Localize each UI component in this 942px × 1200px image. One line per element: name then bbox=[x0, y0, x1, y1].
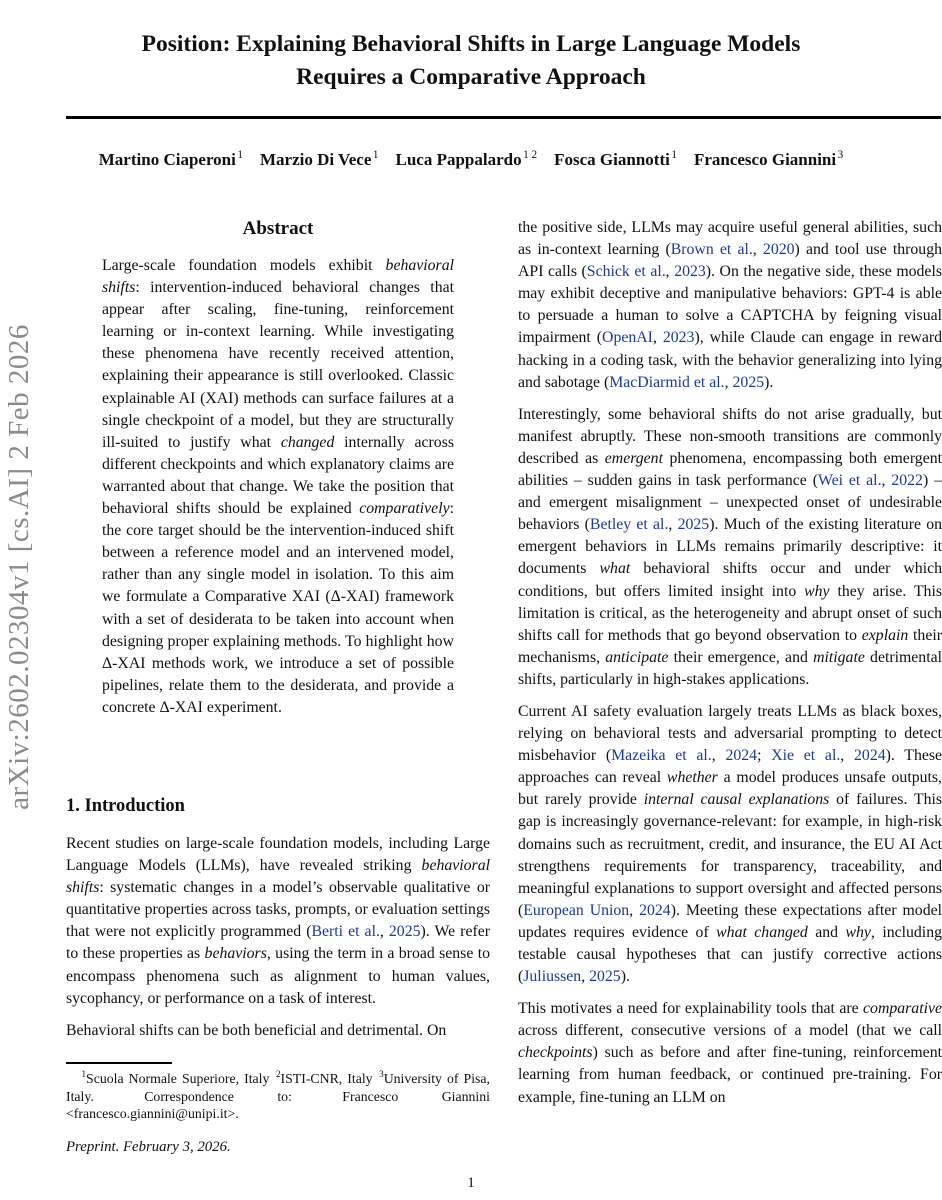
citation-link[interactable]: 2025 bbox=[589, 968, 621, 986]
footnote-marker: 1 bbox=[671, 149, 677, 162]
abstract-paragraph bbox=[102, 255, 454, 719]
text-run: This motivates a need for explainability tools that are bbox=[518, 1000, 864, 1018]
paragraph bbox=[518, 998, 942, 1108]
text-run: their mechanisms, bbox=[518, 626, 942, 666]
preprint-note: Preprint. February 3, 2026. bbox=[66, 1139, 231, 1155]
text-run: ). We refer to these properties as bbox=[66, 923, 490, 963]
right-column-body bbox=[518, 217, 942, 1119]
text-run: detrimental shifts, particularly in high-stakes applications. bbox=[518, 648, 942, 688]
text-run: Behavioral shifts can be both beneficial and detrimental. On bbox=[66, 1021, 447, 1039]
text-run: , bbox=[629, 901, 640, 919]
text-run: Luca Pappalardo bbox=[395, 150, 522, 169]
citation-link[interactable]: 2022 bbox=[891, 472, 923, 490]
text-run: , bbox=[668, 516, 678, 534]
emphasis-text: emergent bbox=[604, 449, 663, 467]
paragraph bbox=[66, 833, 490, 1010]
citation-link[interactable]: Betley et al. bbox=[589, 516, 669, 534]
footnote-marker: 3 bbox=[379, 1069, 384, 1080]
text-run: they arise. This limitation is critical, as the heterogeneity and abrupt onset of such shifts call for methods that go beyond observation to bbox=[518, 582, 942, 644]
footnote-marker: 2 bbox=[275, 1069, 281, 1080]
paragraph bbox=[518, 217, 942, 394]
text-run: ). Much of the existing literature on emergent behaviors in LLMs remains primarily descriptive: it documents bbox=[518, 516, 942, 578]
emphasis-text: changed bbox=[280, 433, 335, 451]
text-run bbox=[677, 150, 694, 169]
text-run: ). bbox=[764, 373, 774, 391]
footnote-marker: 1 bbox=[81, 1069, 87, 1080]
text-run: Interestingly, some behavioral shifts do not arise gradually, but manifest abruptly. These non-smooth transitions are commonly described as bbox=[518, 405, 942, 467]
citation-link[interactable]: 2025 bbox=[732, 373, 765, 391]
text-run: , bbox=[881, 472, 892, 490]
text-run: , bbox=[581, 968, 590, 986]
text-run: internally across different checkpoints and which explanatory claims are warranted about that change. We take the position that behavioral shifts should be explained bbox=[102, 433, 454, 518]
text-run: Martino Ciaperoni bbox=[98, 150, 236, 169]
text-run: : intervention-induced behavioral changes that appear after scaling, fine-tuning, reinforcement learning or in-context learning. While investigating these phenomena have recently received attention, explaining their appearance is still overlooked. Classic explainable AI (XAI) methods can surface failures at a single checkpoint of a model, but they are structurally ill-suited to justify what bbox=[102, 279, 454, 451]
text-run: , including testable causal hypotheses that can justify corrective actions ( bbox=[518, 923, 942, 986]
text-run: : the core target should be the intervention-induced shift between a reference model and an intervened model, rather than any single model in isolation. To this aim we formulate a Comparative XAI (Δ-XAI) framework with a set of desiderata to be taken into account when designing proper explaining methods. To highlight how Δ-XAI methods work, we introduce a set of possible pipelines, relate them to the desiderata, and provide a concrete Δ-XAI experiment. bbox=[102, 500, 454, 716]
footnote-marker: 1 bbox=[372, 149, 379, 162]
citation-link[interactable]: Wei et al. bbox=[817, 472, 882, 490]
citation-link[interactable]: 2024 bbox=[854, 747, 886, 765]
citation-link[interactable]: 2020 bbox=[762, 241, 795, 259]
citation-link[interactable]: OpenAI bbox=[602, 329, 653, 347]
paper-title-line2: Requires a Comparative Approach bbox=[296, 64, 646, 90]
citation-link[interactable]: 2024 bbox=[639, 901, 671, 919]
text-run: Francesco Giannini bbox=[693, 150, 837, 169]
text-run: ) such as before and after fine-tuning, reinforcement learning from human feedback, or continued pre-training. For example, fine-tuning an LLM on bbox=[518, 1044, 942, 1106]
citation-link[interactable]: Berti et al. bbox=[311, 923, 380, 941]
text-run: across different, consecutive versions of a model (that we call bbox=[518, 1022, 942, 1040]
text-run: ISTI-CNR, Italy bbox=[280, 1071, 378, 1086]
text-run: ). These approaches can reveal bbox=[518, 747, 942, 787]
emphasis-text: behaviors bbox=[204, 945, 267, 963]
text-run: , bbox=[752, 241, 763, 259]
text-run: , bbox=[652, 329, 663, 347]
text-run bbox=[537, 150, 554, 169]
text-run: Recent studies on large-scale foundation models, including Large Language Models (LLMs), have revealed striking bbox=[66, 835, 490, 875]
citation-link[interactable]: 2024 bbox=[725, 747, 758, 765]
paper-title bbox=[0, 28, 942, 94]
citation-link[interactable]: 2023 bbox=[674, 263, 706, 281]
citation-link[interactable]: Xie et al. bbox=[771, 747, 841, 765]
text-run: Fosca Giannotti bbox=[554, 150, 670, 169]
text-run: the positive side, LLMs may acquire useful general abilities, such as in-context learning ( bbox=[518, 219, 942, 259]
emphasis-text: whether bbox=[666, 769, 718, 787]
citation-link[interactable]: European Union bbox=[523, 901, 630, 919]
citation-link[interactable]: 2025 bbox=[388, 923, 421, 941]
paragraph bbox=[66, 1020, 490, 1042]
text-run: ). Meeting these expectations after model updates requires evidence of bbox=[518, 901, 942, 941]
emphasis-text: explain bbox=[861, 626, 909, 644]
emphasis-text: behavioral shifts bbox=[66, 857, 490, 897]
text-run: , bbox=[665, 263, 675, 281]
text-run bbox=[243, 150, 260, 169]
text-run: Scuola Normale Superiore, Italy bbox=[86, 1071, 275, 1086]
emphasis-text: behavioral shifts bbox=[102, 257, 454, 297]
footnote-divider-rule bbox=[66, 1062, 172, 1064]
text-run: ; bbox=[757, 747, 772, 765]
page-number: 1 bbox=[467, 1175, 475, 1191]
emphasis-text: why bbox=[804, 582, 830, 600]
citation-link[interactable]: Schick et al. bbox=[586, 263, 666, 281]
citation-link[interactable]: 2025 bbox=[677, 516, 710, 534]
text-run: Large-scale foundation models exhibit bbox=[102, 257, 386, 274]
arxiv-watermark: arXiv:2602.02304v1 [cs.AI] 2 Feb 2026 bbox=[3, 324, 35, 810]
text-run: ) – and emergent misalignment – unexpected onset of undesirable behaviors ( bbox=[518, 472, 942, 534]
section-heading-introduction: 1. Introduction bbox=[66, 796, 185, 816]
emphasis-text: what changed bbox=[716, 923, 808, 941]
text-run: Current AI safety evaluation largely treats LLMs as black boxes, relying on behavioral tests and adversarial prompting to detect misbehavior ( bbox=[518, 702, 942, 765]
paragraph bbox=[518, 404, 942, 691]
text-run: phenomena, encompassing both emergent abilities – sudden gains in task performance ( bbox=[518, 449, 942, 490]
text-run: Marzio Di Vece bbox=[259, 150, 372, 169]
text-run: ). bbox=[620, 968, 630, 986]
text-run: a model produces unsafe outputs, but rarely provide bbox=[518, 769, 942, 809]
emphasis-text: comparative bbox=[863, 1000, 942, 1018]
text-run: , using the term in a broad sense to encompass phenomena such as alignment to human values, sycophancy, or performance on a task of interest. bbox=[66, 945, 490, 1007]
citation-link[interactable]: Brown et al. bbox=[670, 241, 753, 259]
emphasis-text: internal causal explanations bbox=[643, 791, 830, 809]
citation-link[interactable]: 2023 bbox=[662, 329, 695, 347]
emphasis-text: anticipate bbox=[605, 648, 669, 666]
citation-link[interactable]: MacDiarmid et al. bbox=[609, 373, 725, 391]
paragraph bbox=[518, 701, 942, 988]
text-run: and bbox=[807, 923, 846, 941]
abstract-text bbox=[102, 255, 454, 729]
footnote-marker: 1 2 bbox=[523, 149, 538, 162]
emphasis-text: what bbox=[599, 560, 631, 578]
text-run: of failures. This gap is increasingly governance-relevant: for example, in high-risk domains such as recruitment, credit, and insurance, the EU AI Act strengthens requirements for transparency, traceability, and meaningful explanations to support oversight and affected persons ( bbox=[518, 791, 942, 919]
author-list bbox=[0, 150, 942, 170]
text-run: ). On the negative side, these models may exhibit deceptive and manipulative behaviors: GPT-4 is able to persuade a human to solve a CAPTCHA by feigning visual impairment ( bbox=[518, 263, 942, 347]
paper-title-line1: Position: Explaining Behavioral Shifts in Large Language Models bbox=[141, 31, 801, 57]
text-run bbox=[379, 150, 396, 169]
text-run: their emergence, and bbox=[668, 648, 814, 666]
emphasis-text: comparatively bbox=[359, 500, 450, 518]
text-run: , bbox=[724, 373, 733, 391]
emphasis-text: why bbox=[845, 923, 871, 941]
text-run: University of Pisa, Italy. Correspondence to: Francesco Giannini <francesco.giannini@unipi.it>. bbox=[66, 1071, 490, 1122]
emphasis-text: mitigate bbox=[813, 648, 865, 666]
citation-link[interactable]: Juliussen bbox=[523, 968, 582, 986]
text-run: : systematic changes in a model’s observable qualitative or quantitative properties across tasks, prompts, or evaluation settings that were not explicitly programmed ( bbox=[66, 879, 490, 941]
affiliation-footnote bbox=[66, 1070, 490, 1123]
text-run: behavioral shifts occur and under which conditions, but offers limited insight into bbox=[518, 560, 942, 600]
text-run: ), while Claude can engage in reward hacking in a coding task, with the behavior generalizing into lying and sabotage ( bbox=[518, 329, 942, 391]
footnote-marker: 1 bbox=[237, 149, 243, 162]
text-run: ) and tool use through API calls ( bbox=[518, 241, 942, 281]
emphasis-text: checkpoints bbox=[518, 1044, 593, 1062]
abstract-heading: Abstract bbox=[242, 218, 314, 239]
footnote-marker: 3 bbox=[837, 149, 844, 162]
text-run: , bbox=[379, 923, 389, 941]
left-column-body bbox=[66, 833, 490, 1052]
text-run: , bbox=[711, 747, 726, 765]
citation-link[interactable]: Mazeika et al. bbox=[611, 747, 712, 765]
title-divider-rule bbox=[66, 116, 941, 119]
text-run: , bbox=[840, 747, 855, 765]
